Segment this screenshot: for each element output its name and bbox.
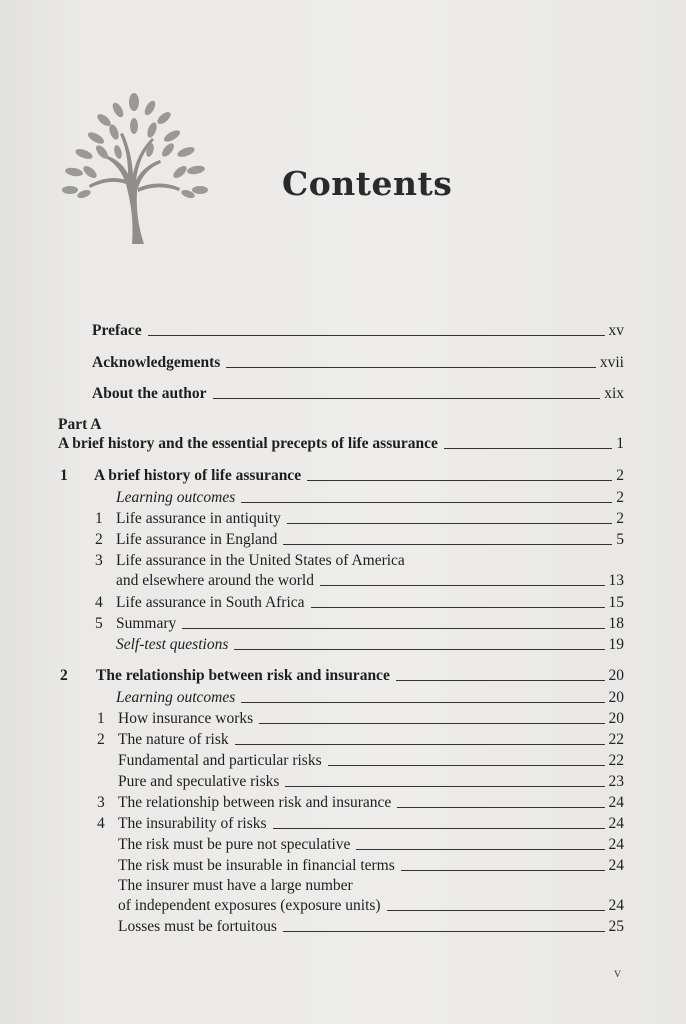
- entry-label: The relationship between risk and insurance: [96, 667, 390, 684]
- leader-line: [396, 680, 605, 681]
- entry-label: of independent exposures (exposure units): [118, 897, 381, 914]
- leader-line: [213, 398, 601, 399]
- entry-label: Losses must be fortuitous: [118, 918, 277, 935]
- leader-line: [226, 367, 596, 368]
- tree-icon: [56, 88, 214, 248]
- entry-label: The insurability of risks: [118, 815, 267, 832]
- leader-line: [444, 448, 612, 449]
- entry-label: A brief history and the essential precepts of life assurance: [58, 435, 438, 452]
- entry-label: The relationship between risk and insurance: [118, 794, 392, 811]
- entry-label: Acknowledgements: [92, 354, 221, 371]
- chapter-number: 2: [60, 667, 68, 684]
- toc-entry-about-author[interactable]: [92, 385, 624, 403]
- entry-page: 20: [608, 667, 624, 684]
- entry-label: The risk must be insurable in financial terms: [118, 857, 395, 874]
- entry-page: xvii: [599, 354, 624, 371]
- toc-entry[interactable]: [116, 531, 624, 549]
- entry-page: 13: [608, 572, 624, 589]
- toc-entry-preface[interactable]: [92, 322, 624, 340]
- toc-entry[interactable]: [118, 897, 624, 915]
- leader-line: [387, 910, 605, 911]
- toc-entry[interactable]: [118, 710, 624, 728]
- entry-page: xix: [604, 385, 624, 402]
- toc-entry[interactable]: [116, 594, 624, 612]
- chapter-number: 1: [60, 467, 68, 484]
- entry-page: xv: [608, 322, 624, 339]
- toc-entry-part-a[interactable]: [58, 435, 624, 453]
- section-number: 4: [97, 815, 105, 832]
- entry-page: 20: [608, 710, 624, 727]
- leader-line: [241, 502, 612, 503]
- toc-entry-chapter-1[interactable]: [94, 467, 624, 485]
- entry-label: Summary: [116, 615, 177, 632]
- toc-entry[interactable]: [116, 489, 624, 507]
- entry-label: Pure and speculative risks: [118, 773, 280, 790]
- section-number: 3: [97, 794, 105, 811]
- entry-label: and elsewhere around the world: [116, 572, 314, 589]
- section-number: 1: [95, 510, 103, 527]
- section-number: 2: [95, 531, 103, 548]
- entry-label: Life assurance in antiquity: [116, 510, 281, 527]
- leader-line: [273, 828, 605, 829]
- toc-entry[interactable]: [116, 636, 624, 654]
- entry-page: 5: [616, 531, 624, 548]
- entry-label-line1: Life assurance in the United States of America: [116, 552, 405, 569]
- leader-line: [320, 585, 605, 586]
- entry-label: Learning outcomes: [116, 489, 236, 506]
- page-title: Contents: [282, 164, 453, 203]
- entry-label: Self-test questions: [116, 636, 229, 653]
- leader-line: [259, 723, 604, 724]
- section-number: 3: [95, 552, 103, 569]
- leader-line: [283, 544, 612, 545]
- part-label: Part A: [58, 416, 102, 433]
- entry-page: 20: [608, 689, 624, 706]
- entry-label: Learning outcomes: [116, 689, 236, 706]
- entry-page: 24: [608, 857, 624, 874]
- toc-entry[interactable]: [118, 752, 624, 770]
- entry-label: How insurance works: [118, 710, 254, 727]
- leader-line: [182, 628, 604, 629]
- section-number: 5: [95, 615, 103, 632]
- entry-page: 15: [608, 594, 624, 611]
- toc-entry[interactable]: [118, 731, 624, 749]
- toc-entry[interactable]: [118, 918, 624, 936]
- entry-page: 2: [616, 489, 624, 506]
- toc-entry-acknowledgements[interactable]: [92, 354, 624, 372]
- toc-entry[interactable]: [118, 815, 624, 833]
- entry-label: The nature of risk: [118, 731, 229, 748]
- entry-label-line1: The insurer must have a large number: [118, 877, 353, 894]
- entry-label: About the author: [92, 385, 207, 402]
- section-number: 2: [97, 731, 105, 748]
- toc-entry[interactable]: [118, 857, 624, 875]
- toc-entry[interactable]: [118, 836, 624, 854]
- toc-entry[interactable]: [116, 615, 624, 633]
- entry-label: Life assurance in England: [116, 531, 278, 548]
- entry-page: 2: [616, 510, 624, 527]
- leader-line: [328, 765, 605, 766]
- leader-line: [235, 744, 605, 745]
- entry-label: Fundamental and particular risks: [118, 752, 322, 769]
- leader-line: [311, 607, 605, 608]
- entry-page: 18: [608, 615, 624, 632]
- leader-line: [401, 870, 605, 871]
- entry-page: 24: [608, 815, 624, 832]
- entry-label: Life assurance in South Africa: [116, 594, 305, 611]
- entry-page: 25: [608, 918, 624, 935]
- section-number: 1: [97, 710, 105, 727]
- entry-page: 1: [616, 435, 624, 452]
- leader-line: [285, 786, 604, 787]
- entry-page: 22: [608, 752, 624, 769]
- entry-page: 19: [608, 636, 624, 653]
- toc-entry[interactable]: [116, 689, 624, 707]
- leader-line: [356, 849, 604, 850]
- entry-label: A brief history of life assurance: [94, 467, 302, 484]
- leader-line: [287, 523, 612, 524]
- toc-entry-chapter-2[interactable]: [96, 667, 624, 685]
- toc-entry[interactable]: [118, 794, 624, 812]
- toc-entry[interactable]: [116, 572, 624, 590]
- entry-page: 2: [616, 467, 624, 484]
- entry-page: 23: [608, 773, 624, 790]
- leader-line: [397, 807, 604, 808]
- toc-entry[interactable]: [118, 773, 624, 791]
- toc-entry[interactable]: [116, 510, 624, 528]
- leader-line: [283, 931, 605, 932]
- entry-page: 24: [608, 836, 624, 853]
- entry-page: 24: [608, 897, 624, 914]
- leader-line: [234, 649, 604, 650]
- section-number: 4: [95, 594, 103, 611]
- page-folio: v: [614, 966, 621, 981]
- entry-page: 24: [608, 794, 624, 811]
- leader-line: [241, 702, 604, 703]
- leader-line: [307, 480, 612, 481]
- entry-label: The risk must be pure not speculative: [118, 836, 351, 853]
- entry-page: 22: [608, 731, 624, 748]
- entry-label: Preface: [92, 322, 142, 339]
- leader-line: [148, 335, 605, 336]
